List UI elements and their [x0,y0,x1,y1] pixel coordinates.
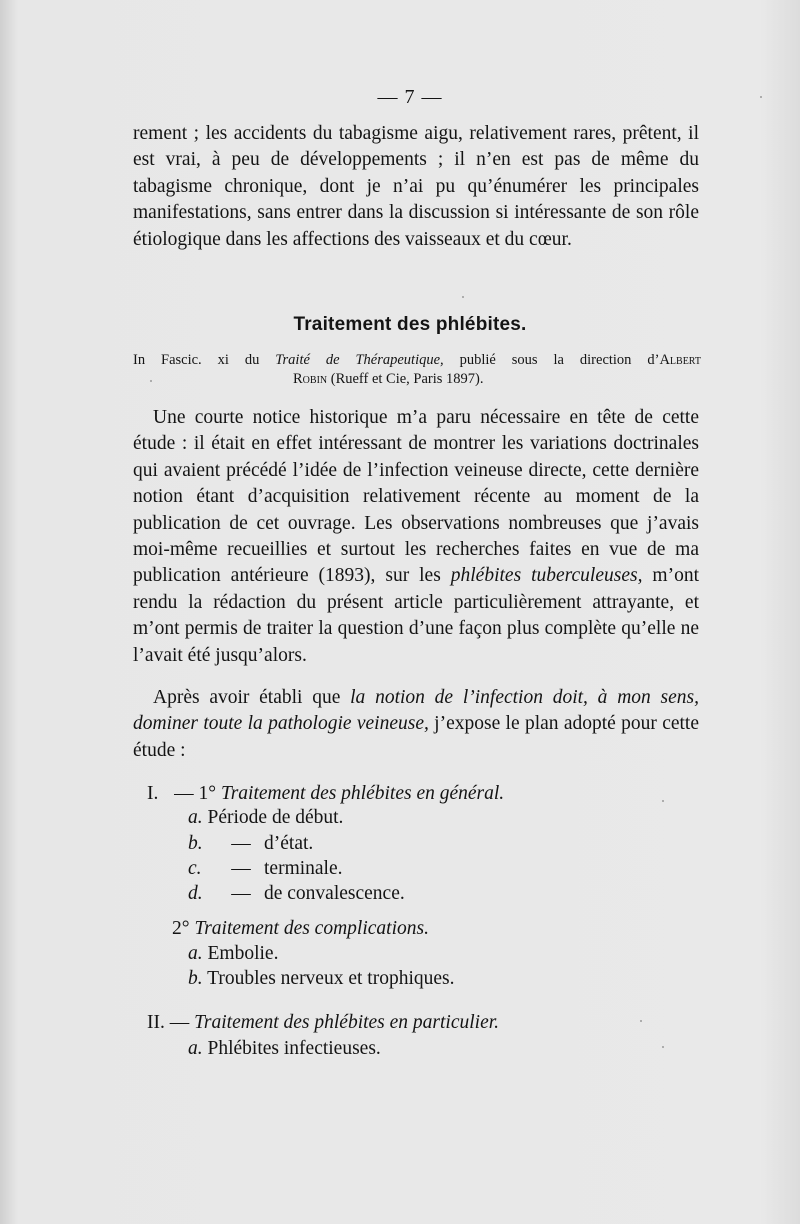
paper-speck [640,1020,642,1022]
section-1-sub-1-title: Traitement des phlébites en général. [220,783,505,804]
item-dash: — [231,833,251,854]
item-dash: — [231,858,251,879]
item-letter: a. [188,1038,203,1059]
section-heading: Traitement des phlébites. [293,314,527,335]
outline-item [188,883,405,905]
item-text: terminale. [264,858,343,879]
paragraph-2-text-end: m’ont rendu la rédaction du présent article particulièrement attrayante, et m’ont permis de traiter la question d’une façon plus complète qu’elle ne l’avait été jusqu’alors. [133,565,699,666]
section-2-dash: — [169,1012,190,1033]
section-1-sub-1-label: 1° [198,783,217,804]
item-dash: — [231,883,251,904]
item-letter: a. [188,943,203,964]
paragraph-3-text: Après avoir établi que [153,687,351,708]
outline-section-1-heading [147,783,504,805]
outline-section-2-heading [147,1012,499,1034]
section-2-title: Traitement des phlébites en particulier. [194,1012,500,1033]
item-letter: b. [188,833,203,854]
item-text: de convalescence. [264,883,405,904]
item-letter: b. [188,968,203,989]
item-letter: c. [188,858,202,879]
paper-speck [662,800,664,802]
section-1-sub-2-label: 2° [172,918,190,939]
item-letter: a. [188,807,203,828]
section-1-numeral: I. [147,783,159,804]
reference-middle: publié sous la direction d’ [443,352,660,368]
reference-work-title: Traité de Thérapeutique, [275,352,444,368]
paper-speck [462,296,464,298]
item-text: Période de début. [207,807,344,828]
paper-speck [760,96,762,98]
outline-item [188,807,343,829]
paper-speck [662,1046,664,1048]
paper-speck [150,380,152,382]
paragraph-2-text: Une courte notice historique m’a paru nécessaire en tête de cette étude : il était en effet intéressant de montrer les variations doctrinales qui avaient précédé l’idée de l’infection veineuse directe, cette dernière notion étant d’acquisition relativement récente au moment de la publication de cet ouvrage. Les observations nombreuses que j’avais moi-même recueillies et surtout les recherches faites en vue de ma publication antérieure (1893), sur les [133,407,699,587]
page-number: — 7 — [377,86,443,108]
section-1-sub-2-title: Traitement des complications. [194,918,429,939]
outline-item [188,858,343,880]
item-text: Troubles nerveux et trophiques. [207,968,455,989]
item-text: Phlébites infectieuses. [207,1038,381,1059]
paragraph-2-italic: phlébites tuberculeuses, [450,565,643,587]
outline-section-1-sub-2-heading [172,918,429,940]
paragraph-tabagisme: rement ; les accidents du tabagisme aigu, relativement rares, prêtent, il est vrai, à peu de développements ; il n’en est pas de même du tabagisme chronique, dont je n’ai pu qu’énumérer les principales manifestations, sans entrer dans la discussion si intéressante de son rôle étiologique dans les affections des vaisseaux et du cœur. [133,123,699,250]
outline-item [188,1038,381,1060]
outline-item [188,968,455,990]
paragraph-3-italic: la notion de l’infection doit, à mon sens, dominer toute la pathologie veineuse, [133,687,699,735]
reference-author-surname: Robin [293,370,328,387]
item-text: Embolie. [207,943,279,964]
paragraph-3-text-end: j’expose le plan adopté pour cette étude : [133,713,699,761]
outline-item [188,943,278,965]
outline-item [188,833,313,855]
reference-author: Albert [659,352,701,368]
item-text: d’état. [264,833,314,854]
reference-prefix: In Fascic. xi du [133,352,276,368]
section-2-numeral: II. [147,1012,165,1033]
item-letter: d. [188,883,203,904]
reference-suffix: (Rueff et Cie, Paris 1897). [327,370,484,387]
section-1-dash: — [174,783,194,804]
